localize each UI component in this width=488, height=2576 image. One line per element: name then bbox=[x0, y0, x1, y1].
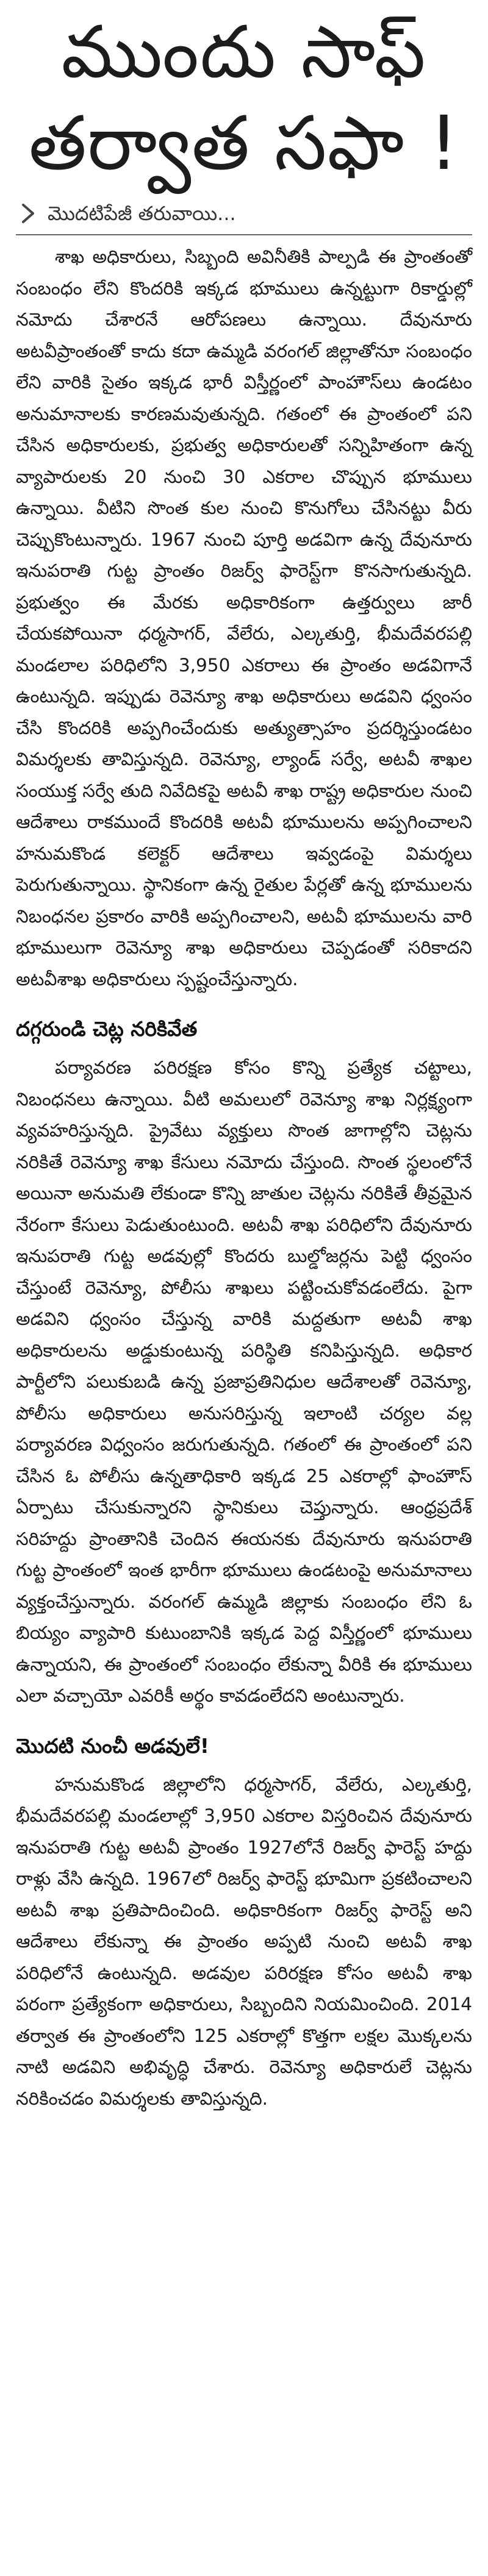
headline-line-2: తర్వాత సఫా ! bbox=[29, 100, 459, 187]
chevron-right-icon bbox=[16, 201, 40, 226]
headline bbox=[16, 0, 472, 189]
subheading-1: దగ్గరుండి చెట్ల నరికివేత bbox=[16, 1017, 198, 1041]
headline-line-1: ముందు సాఫ్ bbox=[61, 10, 427, 94]
continuation-kicker bbox=[16, 200, 472, 227]
subheading-2: మొదటి నుంచీ అడవులే! bbox=[16, 1733, 209, 1758]
divider bbox=[16, 234, 472, 235]
paragraph-1: శాఖ అధికారులు, సిబ్బంది అవినీతికి పాల్పడి ఈ ప్రాంతంతో సంబంధం లేని కొందరికి ఇక్కడ భూములు ఉన్నట్టుగా రికార్డుల్లో నమోదు చేశారనే ఆరోపణలు ఉన్నాయి. దేవునూరు అటవీప్రాంతంతో కాదు కదా ఉమ్మడి వరంగల్ జిల్లాతోనూ సంబంధం లేని వారికి సైతం ఇక్కడ భారీ విస్తీర్ణంలో పాంహౌస్‌లు ఉండటం అనుమానాలకు కారణమవుతున్నది. గతంలో ఈ ప్రాంతంలో పని చేసిన అధికారులకు, ప్రభుత్వ అధికారులతో సన్నిహితంగా ఉన్న వ్యాపారులకు 20 నుంచి 30 ఎకరాల చొప్పున భూములు ఉన్నాయి. వీటిని సొంత కుల నుంచి కొనుగోలు చేసినట్టు వీరు చెప్పుకొంటున్నారు. 1967 నుంచి పూర్తి అడవిగా ఉన్న దేవునూరు ఇనుపరాతి గుట్ట ప్రాంతం రిజర్వ్ ఫారెస్ట్‌గా కొనసాగుతున్నది. ప్రభుత్వం ఈ మేరకు అధికారికంగా ఉత్తర్వులు జారీ చేయకపోయినా ధర్మసాగర్, వేలేరు, ఎల్కతుర్తి, భీమదేవరపల్లి మండలాల పరిధిలోని 3,950 ఎకరాలు ఈ ప్రాంతం అడవిగానే ఉంటున్నది. ఇప్పుడు రెవెన్యూ శాఖ అధికారులు అడవిని ధ్వంసం చేసి కొందరికి అప్పగించేందుకు అత్యుత్సాహం ప్రదర్శిస్తుండటం విమర్శలకు తావిస్తున్నది. రెవెన్యూ, ల్యాండ్ సర్వే, అటవీ శాఖల సంయుక్త సర్వే తుది నివేదికపై అటవీ శాఖ రాష్ట్ర అధికారుల నుంచి ఆదేశాలు రాకముందే కొందరికి అటవీ భూములను అప్పగించాలని హనుమకొండ కలెక్టర్ ఆదేశాలు ఇవ్వడంపై విమర్శలు పెరుగుతున్నాయి. స్థానికంగా ఉన్న రైతుల పేర్లతో ఉన్న భూములను నిబంధనల ప్రకారం వారికి అప్పగించాలని, అటవీ భూములను వారి భూములుగా రెవెన్యూ శాఖ అధికారులు చెప్పడంతో సరికాదని అటవీశాఖ అధికారులు స్పష్టంచేస్తున్నారు. bbox=[16, 246, 472, 990]
paragraph-2: పర్యావరణ పరిరక్షణ కోసం కొన్ని ప్రత్యేక చట్టాలు, నిబంధనలు ఉన్నాయి. వీటి అమలులో రెవెన్యూ శాఖ నిర్లక్ష్యంగా వ్యవహరిస్తున్నది. ప్రైవేటు వ్యక్తులు సొంత జాగాల్లోని చెట్లను నరికితే రెవెన్యూ శాఖ కేసులు నమోదు చేస్తుంది. సొంత స్థలంలోనే అయినా అనుమతి లేకుండా కొన్ని జాతుల చెట్లను నరికితే తీవ్రమైన నేరంగా కేసులు పెడుతుంటుంది. అటవీ శాఖ పరిధిలోని దేవునూరు ఇనుపరాతి గుట్ట అడవుల్లో కొందరు బుల్డోజర్లను పెట్టి ధ్వంసం చేస్తుంటే రెవెన్యూ, పోలీసు శాఖలు పట్టించుకోవడంలేదు. పైగా అడవిని ధ్వంసం చేస్తున్న వారికి మద్దతుగా అటవీ శాఖ అధికారులను అడ్డుకుంటున్న పరిస్థితి కనిపిస్తున్నది. అధికార పార్టీలోని పలుకుబడి ఉన్న ప్రజాప్రతినిధుల ఆదేశాలతో రెవెన్యూ, పోలీసు అధికారులు అనుసరిస్తున్న ఇలాంటి చర్యల వల్ల పర్యావరణ విధ్వంసం జరుగుతున్నది. గతంలో ఈ ప్రాంతంలో పని చేసిన ఓ పోలీసు ఉన్నతాధికారి ఇక్కడ 25 ఎకరాల్లో ఫాంహౌస్ ఏర్పాటు చేసుకున్నారని స్థానికులు చెప్తున్నారు. ఆంధ్రప్రదేశ్ సరిహద్దు ప్రాంతానికి చెందిన ఈయనకు దేవునూరు ఇనుపరాతి గుట్ట ప్రాంతంలో ఇంత భారీగా భూములు ఉండటంపై అనుమానాలు వ్యక్తంచేస్తున్నారు. వరంగల్ ఉమ్మడి జిల్లాకు సంబంధం లేని ఓ బియ్యం వ్యాపారి కుటుంబానికి ఇక్కడ పెద్ద విస్తీర్ణంలో భూములు ఉన్నాయని, ఈ ప్రాంతంలో సంబంధం లేకున్నా వీరికి ఈ భూములు ఎలా వచ్చాయో ఎవరికీ అర్థం కావడంలేదని అంటున్నారు. bbox=[16, 1057, 472, 1706]
paragraph-3: హనుమకొండ జిల్లాలోని ధర్మసాగర్, వేలేరు, ఎల్కతుర్తి, భీమదేవరపల్లి మండలాల్లో 3,950 ఎకరాల విస్తరించిన దేవునూరు ఇనుపరాతి గుట్ట అటవీ ప్రాంతం 1927లోనే రిజర్వ్ ఫారెస్ట్ హద్దు రాళ్లు వేసి ఉన్నది. 1967లో రిజర్వ్ ఫారెస్ట్ భూమిగా ప్రకటించాలని అటవీ శాఖ ప్రతిపాదించింది. అధికారికంగా రిజర్వ్ ఫారెస్ట్ అని ఆదేశాలు లేకున్నా ఈ ప్రాంతం అప్పటి నుంచి అటవీ శాఖ పరిధిలోనే ఉంటున్నది. అడవుల పరిరక్షణ కోసం అటవీ శాఖ పరంగా ప్రత్యేకంగా అధికారులు, సిబ్బందిని నియమించింది. 2014 తర్వాత ఈ ప్రాంతంలోని 125 ఎకరాల్లో కొత్తగా లక్షల మొక్కలను నాటి అడవిని అభివృద్ధి చేశారు. రెవెన్యూ అధికారులే చెట్లను నరికించడం విమర్శలకు తావిస్తున్నది. bbox=[16, 1774, 472, 2109]
kicker-text: మొదటిపేజీ తరువాయి... bbox=[48, 202, 236, 225]
